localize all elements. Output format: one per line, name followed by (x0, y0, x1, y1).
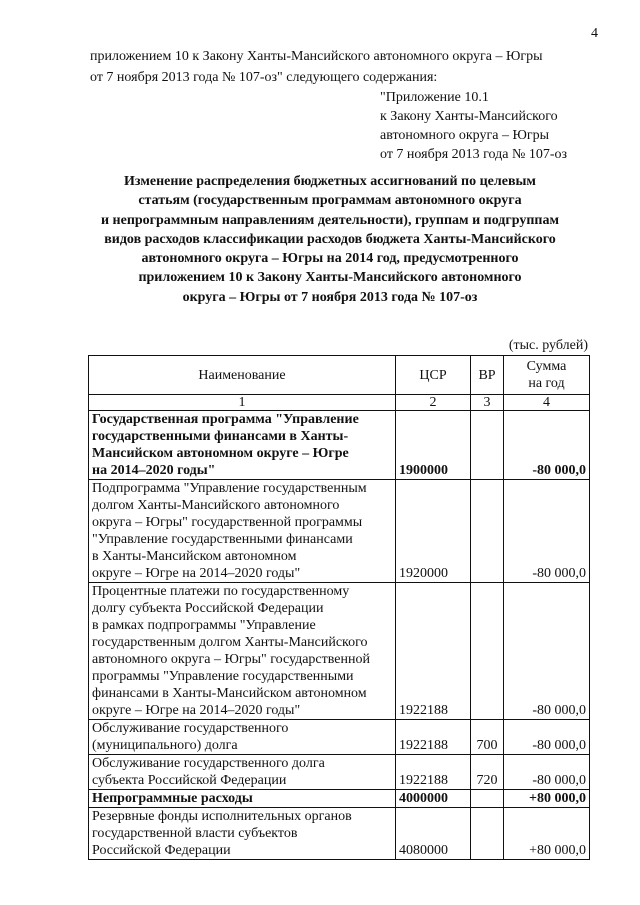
intro-line: от 7 ноября 2013 года № 107-оз" следующего содержания: (90, 70, 438, 85)
header-name: Наименование (89, 356, 396, 395)
table-row (89, 808, 590, 860)
document-title (70, 172, 590, 307)
row-vr (471, 808, 504, 860)
header-csr: ЦСР (396, 356, 471, 395)
intro-line: приложением 10 к Закону Ханты-Мансийского автономного округа – Югры (90, 49, 543, 64)
page-number: 4 (591, 26, 598, 41)
row-name-line: в Ханты-Мансийском автономном (92, 549, 297, 564)
header-vr: ВР (471, 356, 504, 395)
row-vr: 700 (471, 720, 504, 755)
table-row (89, 583, 590, 720)
row-csr: 4000000 (396, 790, 471, 808)
row-sum: -80 000,0 (504, 583, 590, 720)
row-name-line: Мансийском автономном округе – Югре (92, 446, 349, 461)
header-sum (504, 356, 590, 395)
row-name-line: Обслуживание государственного долга (92, 756, 325, 771)
row-name (89, 790, 396, 808)
budget-table (88, 355, 590, 860)
row-csr: 1922188 (396, 583, 471, 720)
row-name-line: (муниципального) долга (92, 738, 238, 753)
row-name-line: округе – Югре на 2014–2020 годы" (92, 566, 301, 581)
title-line: приложением 10 к Закону Ханты-Мансийского автономного (138, 270, 522, 286)
row-sum: +80 000,0 (504, 790, 590, 808)
column-number: 4 (504, 395, 590, 411)
row-name-line: государственной власти субъектов (92, 826, 298, 841)
title-line: автономного округа – Югры на 2014 год, предусмотренного (141, 251, 519, 267)
title-line: округа – Югры от 7 ноября 2013 года № 107-оз (182, 289, 478, 305)
row-name-line: Резервные фонды исполнительных органов (92, 809, 352, 824)
row-sum: -80 000,0 (504, 755, 590, 790)
column-number: 2 (396, 395, 471, 411)
title-line: и непрограммным направлениям деятельности), группам и подгруппам (100, 212, 560, 228)
row-sum: -80 000,0 (504, 480, 590, 583)
row-name-line: Непрограммные расходы (92, 791, 253, 806)
row-name-line: Государственная программа "Управление (92, 412, 359, 427)
row-name-line: в рамках подпрограммы "Управление (92, 618, 316, 633)
row-name (89, 755, 396, 790)
header-sum-line: Сумма (526, 359, 567, 374)
appendix-line: "Приложение 10.1 (380, 90, 489, 105)
row-name (89, 720, 396, 755)
row-name-line: государственным долгом Ханты-Мансийского (92, 635, 368, 650)
appendix-reference (380, 88, 567, 164)
title-line: Изменение распределения бюджетных ассигнований по целевым (124, 174, 536, 189)
row-vr (471, 480, 504, 583)
table-row (89, 480, 590, 583)
table-row (89, 790, 590, 808)
appendix-line: от 7 ноября 2013 года № 107-оз (380, 147, 568, 162)
row-name-line: Процентные платежи по государственному (92, 584, 350, 599)
intro-paragraph (90, 46, 600, 88)
units-label: (тыс. рублей) (508, 338, 588, 353)
row-sum: -80 000,0 (504, 411, 590, 480)
row-name-line: округе – Югре на 2014–2020 годы" (92, 703, 301, 718)
row-name (89, 411, 396, 480)
row-name-line: автономного округа – Югры" государственной (92, 652, 370, 667)
row-vr (471, 583, 504, 720)
appendix-line: к Закону Ханты-Мансийского (380, 109, 558, 124)
row-name-line: финансами в Ханты-Мансийском автономном (92, 686, 367, 701)
appendix-line: автономного округа – Югры (380, 128, 549, 143)
column-number: 1 (89, 395, 396, 411)
row-name (89, 480, 396, 583)
table-header-row (89, 356, 590, 395)
row-name (89, 808, 396, 860)
title-line: видов расходов классификации расходов бюджета Ханты-Мансийского (104, 231, 556, 247)
row-name-line: Российской Федерации (92, 843, 231, 858)
row-csr: 1920000 (396, 480, 471, 583)
header-sum-line: на год (528, 376, 565, 391)
row-csr: 1922188 (396, 720, 471, 755)
row-sum: +80 000,0 (504, 808, 590, 860)
row-vr (471, 411, 504, 480)
title-line: статьям (государственным программам автономного округа (138, 193, 522, 209)
row-name-line: долгом Ханты-Мансийского автономного (92, 498, 340, 513)
row-name-line: Обслуживание государственного (92, 721, 289, 736)
row-csr: 4080000 (396, 808, 471, 860)
column-number-row (89, 395, 590, 411)
row-name-line: государственными финансами в Ханты- (92, 429, 349, 444)
row-name-line: субъекта Российской Федерации (92, 773, 287, 788)
row-vr (471, 790, 504, 808)
row-name-line: программы "Управление государственными (92, 669, 354, 684)
row-csr: 1900000 (396, 411, 471, 480)
column-number: 3 (471, 395, 504, 411)
table-row (89, 755, 590, 790)
row-sum: -80 000,0 (504, 720, 590, 755)
row-name-line: на 2014–2020 годы" (92, 463, 216, 478)
row-vr: 720 (471, 755, 504, 790)
row-name-line: долгу субъекта Российской Федерации (92, 601, 324, 616)
row-name-line: округа – Югры" государственной программы (92, 515, 363, 530)
table-row (89, 720, 590, 755)
table-row (89, 411, 590, 480)
row-name (89, 583, 396, 720)
row-name-line: Подпрограмма "Управление государственным (92, 481, 367, 496)
row-name-line: "Управление государственными финансами (92, 532, 353, 547)
row-csr: 1922188 (396, 755, 471, 790)
